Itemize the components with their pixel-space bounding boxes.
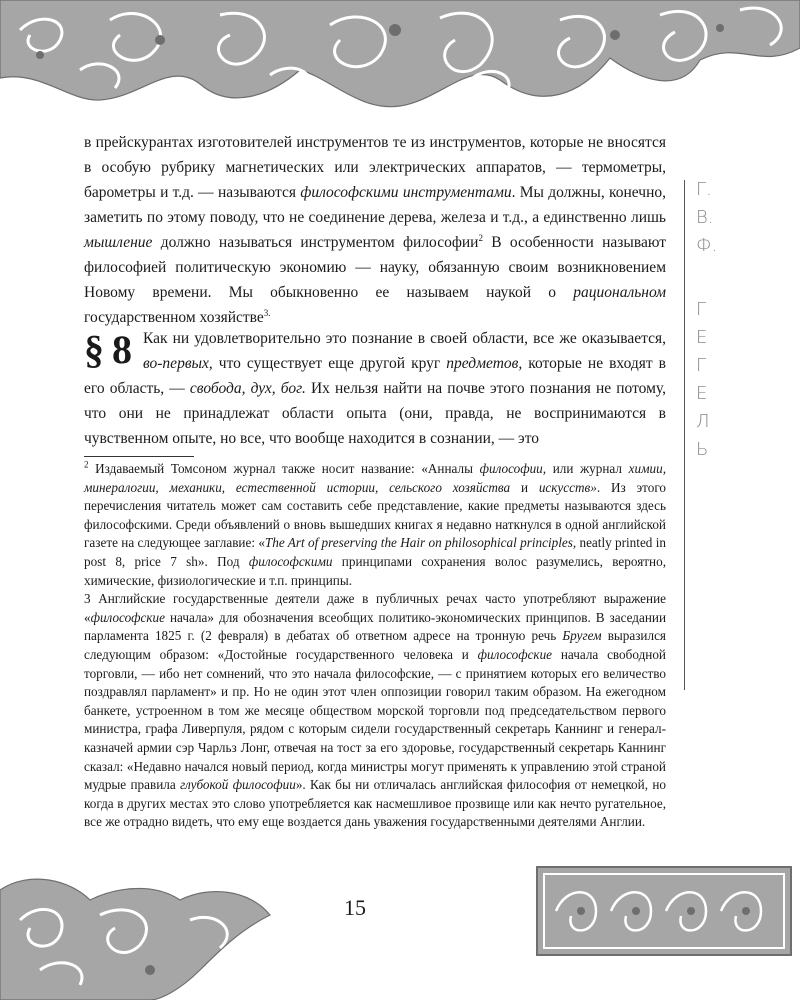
sidebar-letter: Г.: [696, 179, 712, 200]
section-text: что существует еще другой круг: [212, 355, 447, 372]
section-text: Их нельзя найти на почве этого познания не потому, что они не принадлежат области опыта (они, правда, не воспринимаются в чувственном опыте, но все, что вообще находится в сознании, — это: [84, 380, 666, 447]
italic-term: философскими: [248, 553, 333, 569]
footnote-text: и: [510, 479, 539, 495]
italic-term: философские: [477, 646, 553, 662]
footnote-number: 2: [84, 459, 89, 470]
sidebar-letter: Ф.: [696, 235, 718, 256]
main-text-part: государственном хозяйстве: [84, 309, 264, 326]
footnote-text: . Из этого перечисления читатель может сам составить себе представление, какие предметы называются здесь философскими. Среди объявлений о вновь вышедших книгах я недавно наткнулся в одной английской газете на следующее заглавие: «: [84, 479, 666, 551]
footnote-text: начала» для обозначения всеобщих политико-экономических принципов. В заседании парламента 1825 г. (2 февраля) в дебатах об ответном адресе на тронную речь: [84, 609, 666, 644]
italic-term: The Art of preserving the Hair on philosophical principles,: [264, 535, 577, 551]
sidebar-letter: В.: [696, 207, 714, 228]
italic-term: философскими инструментами: [300, 184, 512, 201]
sidebar-letter: Г: [696, 355, 707, 376]
page-number: 15: [344, 895, 366, 920]
footnote-divider: [84, 456, 194, 457]
footnote-ref[interactable]: 2: [478, 232, 483, 243]
italic-term: искусств»: [538, 479, 597, 495]
sidebar-letter: Г: [696, 299, 707, 320]
footnote-text: принципами сохранения волос разумелись, вероятно, химические, физиологические и т.п. принципы.: [84, 553, 667, 588]
author-sidebar: [696, 178, 726, 466]
footnote-text: 3 Английские государственные деятели даже в публичных речах часто употребляют выражение «: [84, 591, 666, 625]
main-paragraph: [84, 130, 666, 330]
bottom-left-ornament: [0, 870, 300, 1000]
italic-term: свобода, дух, бог.: [189, 380, 306, 397]
italic-term: философии,: [479, 461, 547, 476]
footnote-ref[interactable]: 3.: [263, 307, 271, 318]
footnote-text: Издаваемый Томсоном журнал также носит название: «Анналы: [88, 461, 480, 476]
main-text-part: в прейскурантах изготовителей инструментов те из инструментов, которые не вносятся в особую рубрику магнетических или электрических аппаратов, — термометры, барометры и т.д. — называются: [84, 134, 666, 201]
footnote-text: начала свободной торговли, — ибо нет сомнений, что это начала философские, — с принятием которых его величество поздравлял парламент» и пр. Но не один этот член оппозиции говорил таким образом. На ежегодном банкете, устроенном в том же месяце обществом морской торговли под председательством первого министра, графа Ливерпуля, рядом с которым сидели государственный секретарь Каннинг и генерал-казначей армии сэр Чарльз Лонг, отвечая на тост за его здоровье, государственный секретарь Каннинг сказал: «Недавно начался новый период, когда министры могут применять к управлению этой страной мудрые правила: [84, 646, 666, 793]
italic-term: Бругем: [562, 628, 602, 644]
italic-term: рациональном: [573, 284, 666, 301]
footnote-2: [84, 460, 666, 590]
footnote-text: выразился следующим образом: «Достойные государственного человека и: [84, 628, 666, 662]
section-text: которые не входят в его область, —: [84, 355, 666, 397]
sidebar-letter: Е: [696, 327, 708, 348]
section-8: [84, 326, 666, 451]
italic-term: глубокой философии: [180, 777, 296, 793]
footnote-text: или журнал: [546, 461, 629, 476]
italic-term: химии, минералогии, механики, естественной истории, сельского хозяйства: [84, 461, 666, 495]
main-text-part: . Мы должны, конечно, заметить по этому поводу, что не соединение дерева, железа и т.д., а единственно лишь: [84, 184, 666, 226]
italic-term: философские: [90, 609, 166, 625]
top-ornament: [0, 0, 800, 118]
footnotes: [84, 460, 666, 832]
main-text-part: должно называться инструментом философии: [152, 234, 479, 251]
main-text-part: В особенности называют философией политическую экономию — науку, обязанную своим возникновением Новому времени. Мы обыкновенно ее называем наукой о: [84, 234, 666, 301]
footnote-text: ». Как бы ни отличалась английская философия от немецкой, но когда в других местах это слово употребляется как насмешливое прозвище или как нечто ругательное, все же отрадно видеть, что ему еще воздается дань уважения государственными деятелями Англии.: [84, 777, 666, 830]
italic-term: мышление: [84, 234, 153, 251]
sidebar-letter: Л: [696, 411, 710, 432]
italic-term: предметов,: [446, 355, 523, 372]
section-text: Как ни удовлетворительно это познание в своей области, все же оказывается,: [143, 330, 666, 347]
section-mark: § 8: [84, 327, 131, 372]
margin-rule: [684, 180, 685, 690]
footnote-text: neatly printed in post 8, price 7 sh». Под: [84, 535, 666, 569]
sidebar-letter: Ь: [696, 439, 709, 460]
sidebar-letter: Е: [696, 383, 708, 404]
italic-term: во-первых,: [143, 355, 213, 372]
footnote-3: [84, 590, 666, 832]
